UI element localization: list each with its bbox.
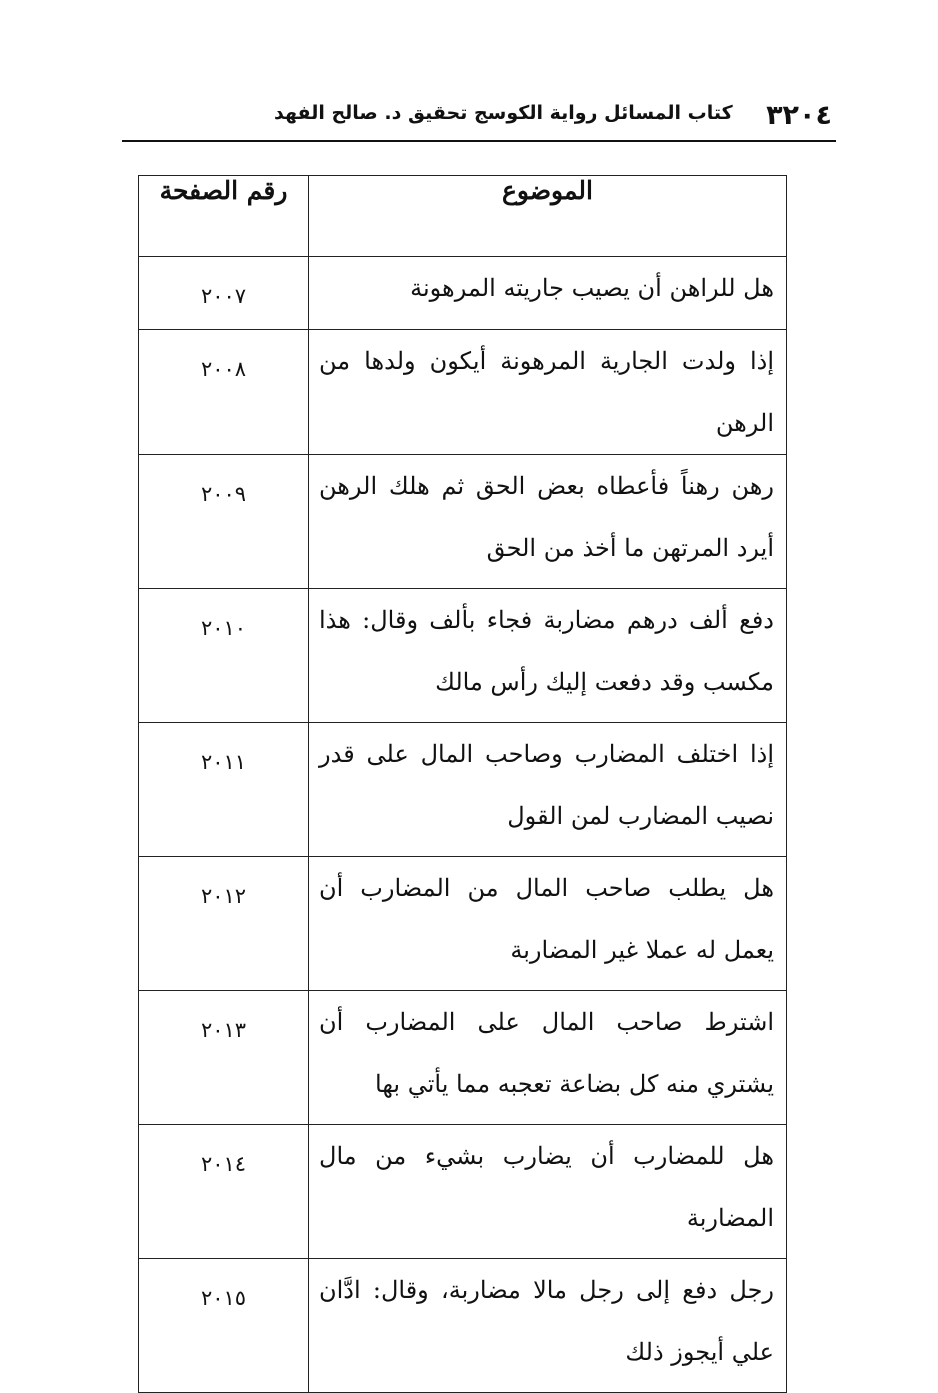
table-row: [139, 330, 787, 455]
page-number-cell: ٢٠٠٧: [139, 257, 309, 330]
page-number: ٣٢٠٤: [766, 100, 832, 131]
table-row: [139, 455, 787, 589]
topic-cell: هل للراهن أن يصيب جاريته المرهونة: [309, 257, 787, 330]
table-row: [139, 1259, 787, 1393]
table-header-row: [139, 176, 787, 257]
page-number-cell: ٢٠١١: [139, 723, 309, 857]
topic-cell: إذا اختلف المضارب وصاحب المال على قدر نصيب المضارب لمن القول: [309, 723, 787, 857]
page-number-cell: ٢٠٠٨: [139, 330, 309, 455]
page-number-cell: ٢٠١٢: [139, 857, 309, 991]
topic-cell: اشترط صاحب المال على المضارب أن يشتري منه كل بضاعة تعجبه مما يأتي بها: [309, 991, 787, 1125]
table-row: [139, 991, 787, 1125]
page-number-cell: ٢٠٠٩: [139, 455, 309, 589]
index-table: [138, 175, 787, 1393]
topic-cell: هل للمضارب أن يضارب بشيء من مال المضاربة: [309, 1125, 787, 1259]
page-number-cell: ٢٠١٣: [139, 991, 309, 1125]
page-number-cell: ٢٠١٤: [139, 1125, 309, 1259]
topic-cell: رهن رهناً فأعطاه بعض الحق ثم هلك الرهن أيرد المرتهن ما أخذ من الحق: [309, 455, 787, 589]
table-row: [139, 589, 787, 723]
page-number-cell: ٢٠١٥: [139, 1259, 309, 1393]
running-title: كتاب المسائل رواية الكوسج تحقيق د. صالح الفهد: [274, 102, 733, 124]
table-row: [139, 257, 787, 330]
topic-cell: دفع ألف درهم مضاربة فجاء بألف وقال: هذا مكسب وقد دفعت إليك رأس مالك: [309, 589, 787, 723]
column-header-topic: الموضوع: [309, 176, 787, 257]
table-row: [139, 1125, 787, 1259]
column-header-page: رقم الصفحة: [139, 176, 309, 257]
table-row: [139, 723, 787, 857]
page-header: [122, 96, 836, 142]
topic-cell: رجل دفع إلى رجل مالا مضاربة، وقال: ادَّان علي أيجوز ذلك: [309, 1259, 787, 1393]
topic-cell: إذا ولدت الجارية المرهونة أيكون ولدها من الرهن: [309, 330, 787, 455]
page-number-cell: ٢٠١٠: [139, 589, 309, 723]
topic-cell: هل يطلب صاحب المال من المضارب أن يعمل له عملا غير المضاربة: [309, 857, 787, 991]
table-row: [139, 857, 787, 991]
